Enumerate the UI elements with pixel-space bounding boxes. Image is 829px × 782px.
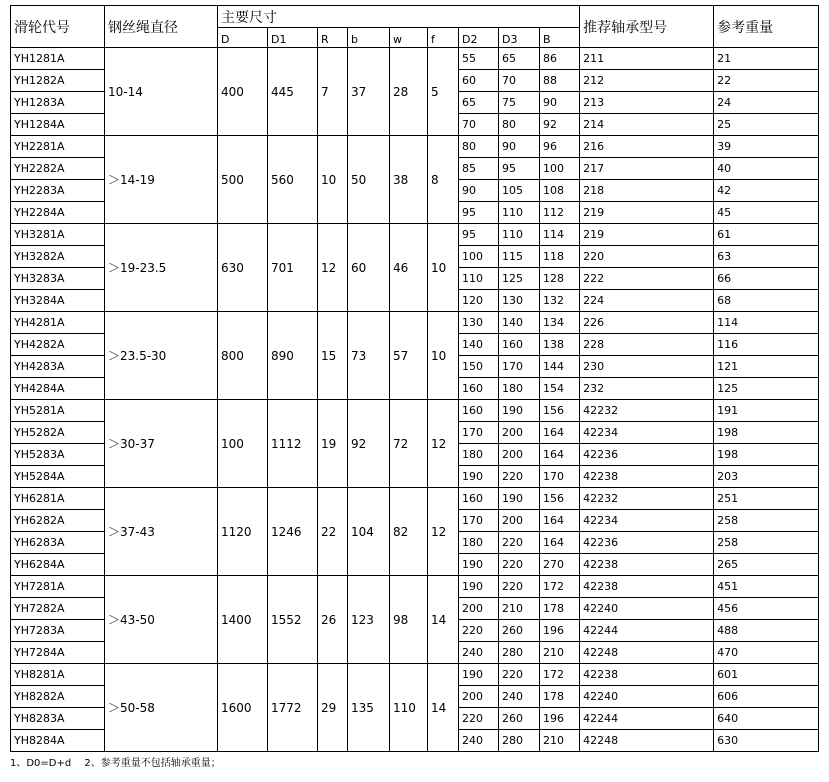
- dim-w-cell: 28: [390, 48, 428, 136]
- dim-B-cell: 270: [540, 554, 580, 576]
- dim-D2-cell: 80: [459, 136, 499, 158]
- dim-D-cell: 400: [218, 48, 268, 136]
- table-row: [11, 136, 819, 158]
- dim-B-cell: 164: [540, 532, 580, 554]
- pulley-code-cell: YH6283A: [11, 532, 105, 554]
- dim-B-cell: 118: [540, 246, 580, 268]
- footnote: 1、D0=D+d 2、参考重量不包括轴承重量；: [10, 758, 221, 769]
- bearing-model-cell: 222: [580, 268, 714, 290]
- dim-D1-cell: 445: [268, 48, 318, 136]
- dim-B-cell: 178: [540, 598, 580, 620]
- rope-diameter-cell: ＞23.5-30: [105, 312, 218, 400]
- reference-weight-cell: 258: [714, 510, 819, 532]
- reference-weight-cell: 470: [714, 642, 819, 664]
- dim-B-cell: 134: [540, 312, 580, 334]
- dim-f-cell: 12: [428, 400, 459, 488]
- dim-D2-cell: 160: [459, 488, 499, 510]
- dim-D3-cell: 160: [499, 334, 540, 356]
- dim-b-cell: 135: [348, 664, 390, 752]
- reference-weight-cell: 125: [714, 378, 819, 400]
- pulley-code-cell: YH4281A: [11, 312, 105, 334]
- dim-D2-cell: 220: [459, 708, 499, 730]
- pulley-code-cell: YH3282A: [11, 246, 105, 268]
- dim-D3-cell: 260: [499, 620, 540, 642]
- pulley-code-cell: YH8284A: [11, 730, 105, 752]
- reference-weight-cell: 203: [714, 466, 819, 488]
- dim-w-cell: 82: [390, 488, 428, 576]
- table-row: [11, 664, 819, 686]
- dim-D2-cell: 85: [459, 158, 499, 180]
- dim-D3-cell: 280: [499, 730, 540, 752]
- bearing-model-cell: 42238: [580, 576, 714, 598]
- reference-weight-cell: 451: [714, 576, 819, 598]
- bearing-model-cell: 213: [580, 92, 714, 114]
- rope-diameter-cell: ＞50-58: [105, 664, 218, 752]
- table-row: [11, 488, 819, 510]
- dim-D2-cell: 190: [459, 466, 499, 488]
- pulley-code-cell: YH6284A: [11, 554, 105, 576]
- pulley-code-cell: YH7284A: [11, 642, 105, 664]
- pulley-code-cell: YH7283A: [11, 620, 105, 642]
- pulley-code-cell: YH5282A: [11, 422, 105, 444]
- bearing-model-cell: 220: [580, 246, 714, 268]
- dim-D3-cell: 110: [499, 202, 540, 224]
- reference-weight-cell: 42: [714, 180, 819, 202]
- bearing-model-cell: 219: [580, 224, 714, 246]
- subheader-f: f: [428, 28, 459, 48]
- dim-R-cell: 7: [318, 48, 348, 136]
- dim-R-cell: 10: [318, 136, 348, 224]
- bearing-model-cell: 224: [580, 290, 714, 312]
- rope-diameter-cell: ＞30-37: [105, 400, 218, 488]
- bearing-model-cell: 226: [580, 312, 714, 334]
- header-row: [11, 6, 819, 28]
- table-row: [11, 224, 819, 246]
- dim-B-cell: 164: [540, 510, 580, 532]
- bearing-model-cell: 42244: [580, 620, 714, 642]
- pulley-code-cell: YH3284A: [11, 290, 105, 312]
- pulley-code-cell: YH8281A: [11, 664, 105, 686]
- dim-D3-cell: 90: [499, 136, 540, 158]
- dim-D1-cell: 1552: [268, 576, 318, 664]
- bearing-model-cell: 219: [580, 202, 714, 224]
- dim-D2-cell: 130: [459, 312, 499, 334]
- dim-D2-cell: 120: [459, 290, 499, 312]
- reference-weight-cell: 640: [714, 708, 819, 730]
- dim-f-cell: 5: [428, 48, 459, 136]
- dim-D1-cell: 701: [268, 224, 318, 312]
- subheader-D1: D1: [268, 28, 318, 48]
- dim-B-cell: 172: [540, 664, 580, 686]
- dim-D3-cell: 200: [499, 510, 540, 532]
- pulley-code-cell: YH4282A: [11, 334, 105, 356]
- reference-weight-cell: 456: [714, 598, 819, 620]
- bearing-model-cell: 42234: [580, 422, 714, 444]
- dim-D2-cell: 95: [459, 202, 499, 224]
- subheader-D2: D2: [459, 28, 499, 48]
- dim-D3-cell: 140: [499, 312, 540, 334]
- dim-D1-cell: 1246: [268, 488, 318, 576]
- dim-B-cell: 210: [540, 642, 580, 664]
- bearing-model-cell: 42236: [580, 444, 714, 466]
- dim-b-cell: 104: [348, 488, 390, 576]
- dim-f-cell: 14: [428, 664, 459, 752]
- dim-D2-cell: 170: [459, 422, 499, 444]
- reference-weight-cell: 66: [714, 268, 819, 290]
- dim-D3-cell: 220: [499, 466, 540, 488]
- reference-weight-cell: 488: [714, 620, 819, 642]
- dim-b-cell: 60: [348, 224, 390, 312]
- dim-D2-cell: 55: [459, 48, 499, 70]
- reference-weight-cell: 45: [714, 202, 819, 224]
- bearing-model-cell: 230: [580, 356, 714, 378]
- pulley-code-cell: YH2282A: [11, 158, 105, 180]
- reference-weight-cell: 191: [714, 400, 819, 422]
- dim-D3-cell: 200: [499, 444, 540, 466]
- dim-R-cell: 26: [318, 576, 348, 664]
- dim-B-cell: 92: [540, 114, 580, 136]
- dim-D3-cell: 200: [499, 422, 540, 444]
- dim-D1-cell: 1772: [268, 664, 318, 752]
- bearing-model-cell: 212: [580, 70, 714, 92]
- dim-D2-cell: 220: [459, 620, 499, 642]
- reference-weight-cell: 61: [714, 224, 819, 246]
- subheader-w: w: [390, 28, 428, 48]
- dim-D3-cell: 210: [499, 598, 540, 620]
- bearing-model-cell: 42236: [580, 532, 714, 554]
- dim-D3-cell: 220: [499, 664, 540, 686]
- dim-D3-cell: 115: [499, 246, 540, 268]
- reference-weight-cell: 116: [714, 334, 819, 356]
- dim-D3-cell: 130: [499, 290, 540, 312]
- reference-weight-cell: 251: [714, 488, 819, 510]
- pulley-code-cell: YH7281A: [11, 576, 105, 598]
- pulley-code-cell: YH4283A: [11, 356, 105, 378]
- pulley-code-cell: YH1281A: [11, 48, 105, 70]
- dim-B-cell: 114: [540, 224, 580, 246]
- reference-weight-cell: 198: [714, 422, 819, 444]
- reference-weight-cell: 198: [714, 444, 819, 466]
- pulley-code-cell: YH3283A: [11, 268, 105, 290]
- dim-B-cell: 156: [540, 488, 580, 510]
- bearing-model-cell: 42248: [580, 730, 714, 752]
- dim-R-cell: 15: [318, 312, 348, 400]
- dim-b-cell: 73: [348, 312, 390, 400]
- bearing-model-cell: 232: [580, 378, 714, 400]
- dim-B-cell: 170: [540, 466, 580, 488]
- dim-D-cell: 800: [218, 312, 268, 400]
- dim-D3-cell: 105: [499, 180, 540, 202]
- pulley-spec-table: [10, 5, 819, 752]
- dim-D2-cell: 200: [459, 598, 499, 620]
- header-rope-diameter: 钢丝绳直径: [105, 6, 218, 48]
- dim-B-cell: 210: [540, 730, 580, 752]
- dim-D-cell: 1120: [218, 488, 268, 576]
- bearing-model-cell: 42238: [580, 554, 714, 576]
- dim-B-cell: 132: [540, 290, 580, 312]
- bearing-model-cell: 42240: [580, 598, 714, 620]
- dim-w-cell: 98: [390, 576, 428, 664]
- bearing-model-cell: 228: [580, 334, 714, 356]
- pulley-code-cell: YH2281A: [11, 136, 105, 158]
- pulley-code-cell: YH3281A: [11, 224, 105, 246]
- dim-D3-cell: 220: [499, 532, 540, 554]
- bearing-model-cell: 42244: [580, 708, 714, 730]
- dim-D2-cell: 160: [459, 378, 499, 400]
- pulley-code-cell: YH5283A: [11, 444, 105, 466]
- dim-B-cell: 154: [540, 378, 580, 400]
- bearing-model-cell: 42238: [580, 466, 714, 488]
- subheader-b: b: [348, 28, 390, 48]
- pulley-code-cell: YH5284A: [11, 466, 105, 488]
- dim-B-cell: 138: [540, 334, 580, 356]
- table-body: [11, 6, 819, 752]
- dim-w-cell: 38: [390, 136, 428, 224]
- header-main-dimensions: 主要尺寸: [218, 6, 580, 28]
- dim-B-cell: 196: [540, 708, 580, 730]
- dim-D2-cell: 100: [459, 246, 499, 268]
- reference-weight-cell: 25: [714, 114, 819, 136]
- reference-weight-cell: 265: [714, 554, 819, 576]
- dim-f-cell: 12: [428, 488, 459, 576]
- dim-D1-cell: 1112: [268, 400, 318, 488]
- bearing-model-cell: 42238: [580, 664, 714, 686]
- bearing-model-cell: 211: [580, 48, 714, 70]
- dim-D3-cell: 180: [499, 378, 540, 400]
- reference-weight-cell: 21: [714, 48, 819, 70]
- dim-B-cell: 96: [540, 136, 580, 158]
- pulley-code-cell: YH1283A: [11, 92, 105, 114]
- reference-weight-cell: 63: [714, 246, 819, 268]
- dim-B-cell: 144: [540, 356, 580, 378]
- rope-diameter-cell: ＞14-19: [105, 136, 218, 224]
- dim-B-cell: 100: [540, 158, 580, 180]
- dim-f-cell: 8: [428, 136, 459, 224]
- dim-D2-cell: 190: [459, 576, 499, 598]
- dim-D-cell: 630: [218, 224, 268, 312]
- header-code: 滑轮代号: [11, 6, 105, 48]
- dim-B-cell: 88: [540, 70, 580, 92]
- dim-B-cell: 156: [540, 400, 580, 422]
- bearing-model-cell: 218: [580, 180, 714, 202]
- bearing-model-cell: 42232: [580, 488, 714, 510]
- dim-D-cell: 1600: [218, 664, 268, 752]
- dim-D2-cell: 70: [459, 114, 499, 136]
- reference-weight-cell: 68: [714, 290, 819, 312]
- dim-D2-cell: 190: [459, 554, 499, 576]
- reference-weight-cell: 22: [714, 70, 819, 92]
- dim-D3-cell: 170: [499, 356, 540, 378]
- subheader-B: B: [540, 28, 580, 48]
- pulley-code-cell: YH5281A: [11, 400, 105, 422]
- reference-weight-cell: 601: [714, 664, 819, 686]
- dim-D3-cell: 190: [499, 488, 540, 510]
- dim-D3-cell: 95: [499, 158, 540, 180]
- rope-diameter-cell: ＞19-23.5: [105, 224, 218, 312]
- dim-D-cell: 500: [218, 136, 268, 224]
- bearing-model-cell: 217: [580, 158, 714, 180]
- table-row: [11, 400, 819, 422]
- bearing-model-cell: 42240: [580, 686, 714, 708]
- subheader-R: R: [318, 28, 348, 48]
- reference-weight-cell: 40: [714, 158, 819, 180]
- dim-b-cell: 50: [348, 136, 390, 224]
- dim-w-cell: 72: [390, 400, 428, 488]
- dim-B-cell: 108: [540, 180, 580, 202]
- dim-D2-cell: 65: [459, 92, 499, 114]
- dim-w-cell: 57: [390, 312, 428, 400]
- rope-diameter-cell: ＞37-43: [105, 488, 218, 576]
- dim-B-cell: 112: [540, 202, 580, 224]
- dim-B-cell: 196: [540, 620, 580, 642]
- pulley-code-cell: YH7282A: [11, 598, 105, 620]
- header-bearing-model: 推荐轴承型号: [580, 6, 714, 48]
- dim-w-cell: 110: [390, 664, 428, 752]
- dim-D2-cell: 160: [459, 400, 499, 422]
- dim-D2-cell: 140: [459, 334, 499, 356]
- dim-b-cell: 123: [348, 576, 390, 664]
- rope-diameter-cell: ＞43-50: [105, 576, 218, 664]
- pulley-code-cell: YH8283A: [11, 708, 105, 730]
- dim-D2-cell: 95: [459, 224, 499, 246]
- dim-D-cell: 100: [218, 400, 268, 488]
- dim-D3-cell: 190: [499, 400, 540, 422]
- dim-D3-cell: 80: [499, 114, 540, 136]
- dim-D3-cell: 75: [499, 92, 540, 114]
- dim-D2-cell: 180: [459, 532, 499, 554]
- dim-w-cell: 46: [390, 224, 428, 312]
- reference-weight-cell: 39: [714, 136, 819, 158]
- bearing-model-cell: 42234: [580, 510, 714, 532]
- table-row: [11, 576, 819, 598]
- dim-D1-cell: 890: [268, 312, 318, 400]
- dim-B-cell: 178: [540, 686, 580, 708]
- dim-D2-cell: 190: [459, 664, 499, 686]
- header-reference-weight: 参考重量: [714, 6, 819, 48]
- dim-D2-cell: 110: [459, 268, 499, 290]
- pulley-code-cell: YH2283A: [11, 180, 105, 202]
- bearing-model-cell: 214: [580, 114, 714, 136]
- dim-B-cell: 128: [540, 268, 580, 290]
- dim-B-cell: 86: [540, 48, 580, 70]
- bearing-model-cell: 216: [580, 136, 714, 158]
- dim-D2-cell: 150: [459, 356, 499, 378]
- subheader-D: D: [218, 28, 268, 48]
- dim-D3-cell: 220: [499, 554, 540, 576]
- dim-D1-cell: 560: [268, 136, 318, 224]
- dim-f-cell: 14: [428, 576, 459, 664]
- dim-B-cell: 164: [540, 444, 580, 466]
- rope-diameter-cell: 10-14: [105, 48, 218, 136]
- reference-weight-cell: 606: [714, 686, 819, 708]
- pulley-code-cell: YH6281A: [11, 488, 105, 510]
- dim-b-cell: 92: [348, 400, 390, 488]
- table-row: [11, 48, 819, 70]
- dim-R-cell: 12: [318, 224, 348, 312]
- dim-D2-cell: 240: [459, 730, 499, 752]
- dim-f-cell: 10: [428, 224, 459, 312]
- bearing-model-cell: 42248: [580, 642, 714, 664]
- dim-D3-cell: 125: [499, 268, 540, 290]
- pulley-code-cell: YH1282A: [11, 70, 105, 92]
- reference-weight-cell: 24: [714, 92, 819, 114]
- dim-D2-cell: 170: [459, 510, 499, 532]
- dim-B-cell: 164: [540, 422, 580, 444]
- reference-weight-cell: 114: [714, 312, 819, 334]
- subheader-D3: D3: [499, 28, 540, 48]
- table-row: [11, 312, 819, 334]
- bearing-model-cell: 42232: [580, 400, 714, 422]
- pulley-code-cell: YH6282A: [11, 510, 105, 532]
- dim-D2-cell: 90: [459, 180, 499, 202]
- dim-D-cell: 1400: [218, 576, 268, 664]
- pulley-code-cell: YH8282A: [11, 686, 105, 708]
- dim-D2-cell: 180: [459, 444, 499, 466]
- dim-b-cell: 37: [348, 48, 390, 136]
- dim-R-cell: 19: [318, 400, 348, 488]
- reference-weight-cell: 121: [714, 356, 819, 378]
- dim-D3-cell: 65: [499, 48, 540, 70]
- reference-weight-cell: 630: [714, 730, 819, 752]
- dim-D3-cell: 280: [499, 642, 540, 664]
- reference-weight-cell: 258: [714, 532, 819, 554]
- dim-D3-cell: 220: [499, 576, 540, 598]
- dim-D2-cell: 60: [459, 70, 499, 92]
- pulley-code-cell: YH2284A: [11, 202, 105, 224]
- pulley-code-cell: YH4284A: [11, 378, 105, 400]
- dim-D3-cell: 260: [499, 708, 540, 730]
- dim-D3-cell: 240: [499, 686, 540, 708]
- dim-f-cell: 10: [428, 312, 459, 400]
- dim-D2-cell: 200: [459, 686, 499, 708]
- dim-R-cell: 29: [318, 664, 348, 752]
- pulley-code-cell: YH1284A: [11, 114, 105, 136]
- dim-R-cell: 22: [318, 488, 348, 576]
- dim-B-cell: 172: [540, 576, 580, 598]
- dim-D3-cell: 70: [499, 70, 540, 92]
- dim-D2-cell: 240: [459, 642, 499, 664]
- dim-D3-cell: 110: [499, 224, 540, 246]
- dim-B-cell: 90: [540, 92, 580, 114]
